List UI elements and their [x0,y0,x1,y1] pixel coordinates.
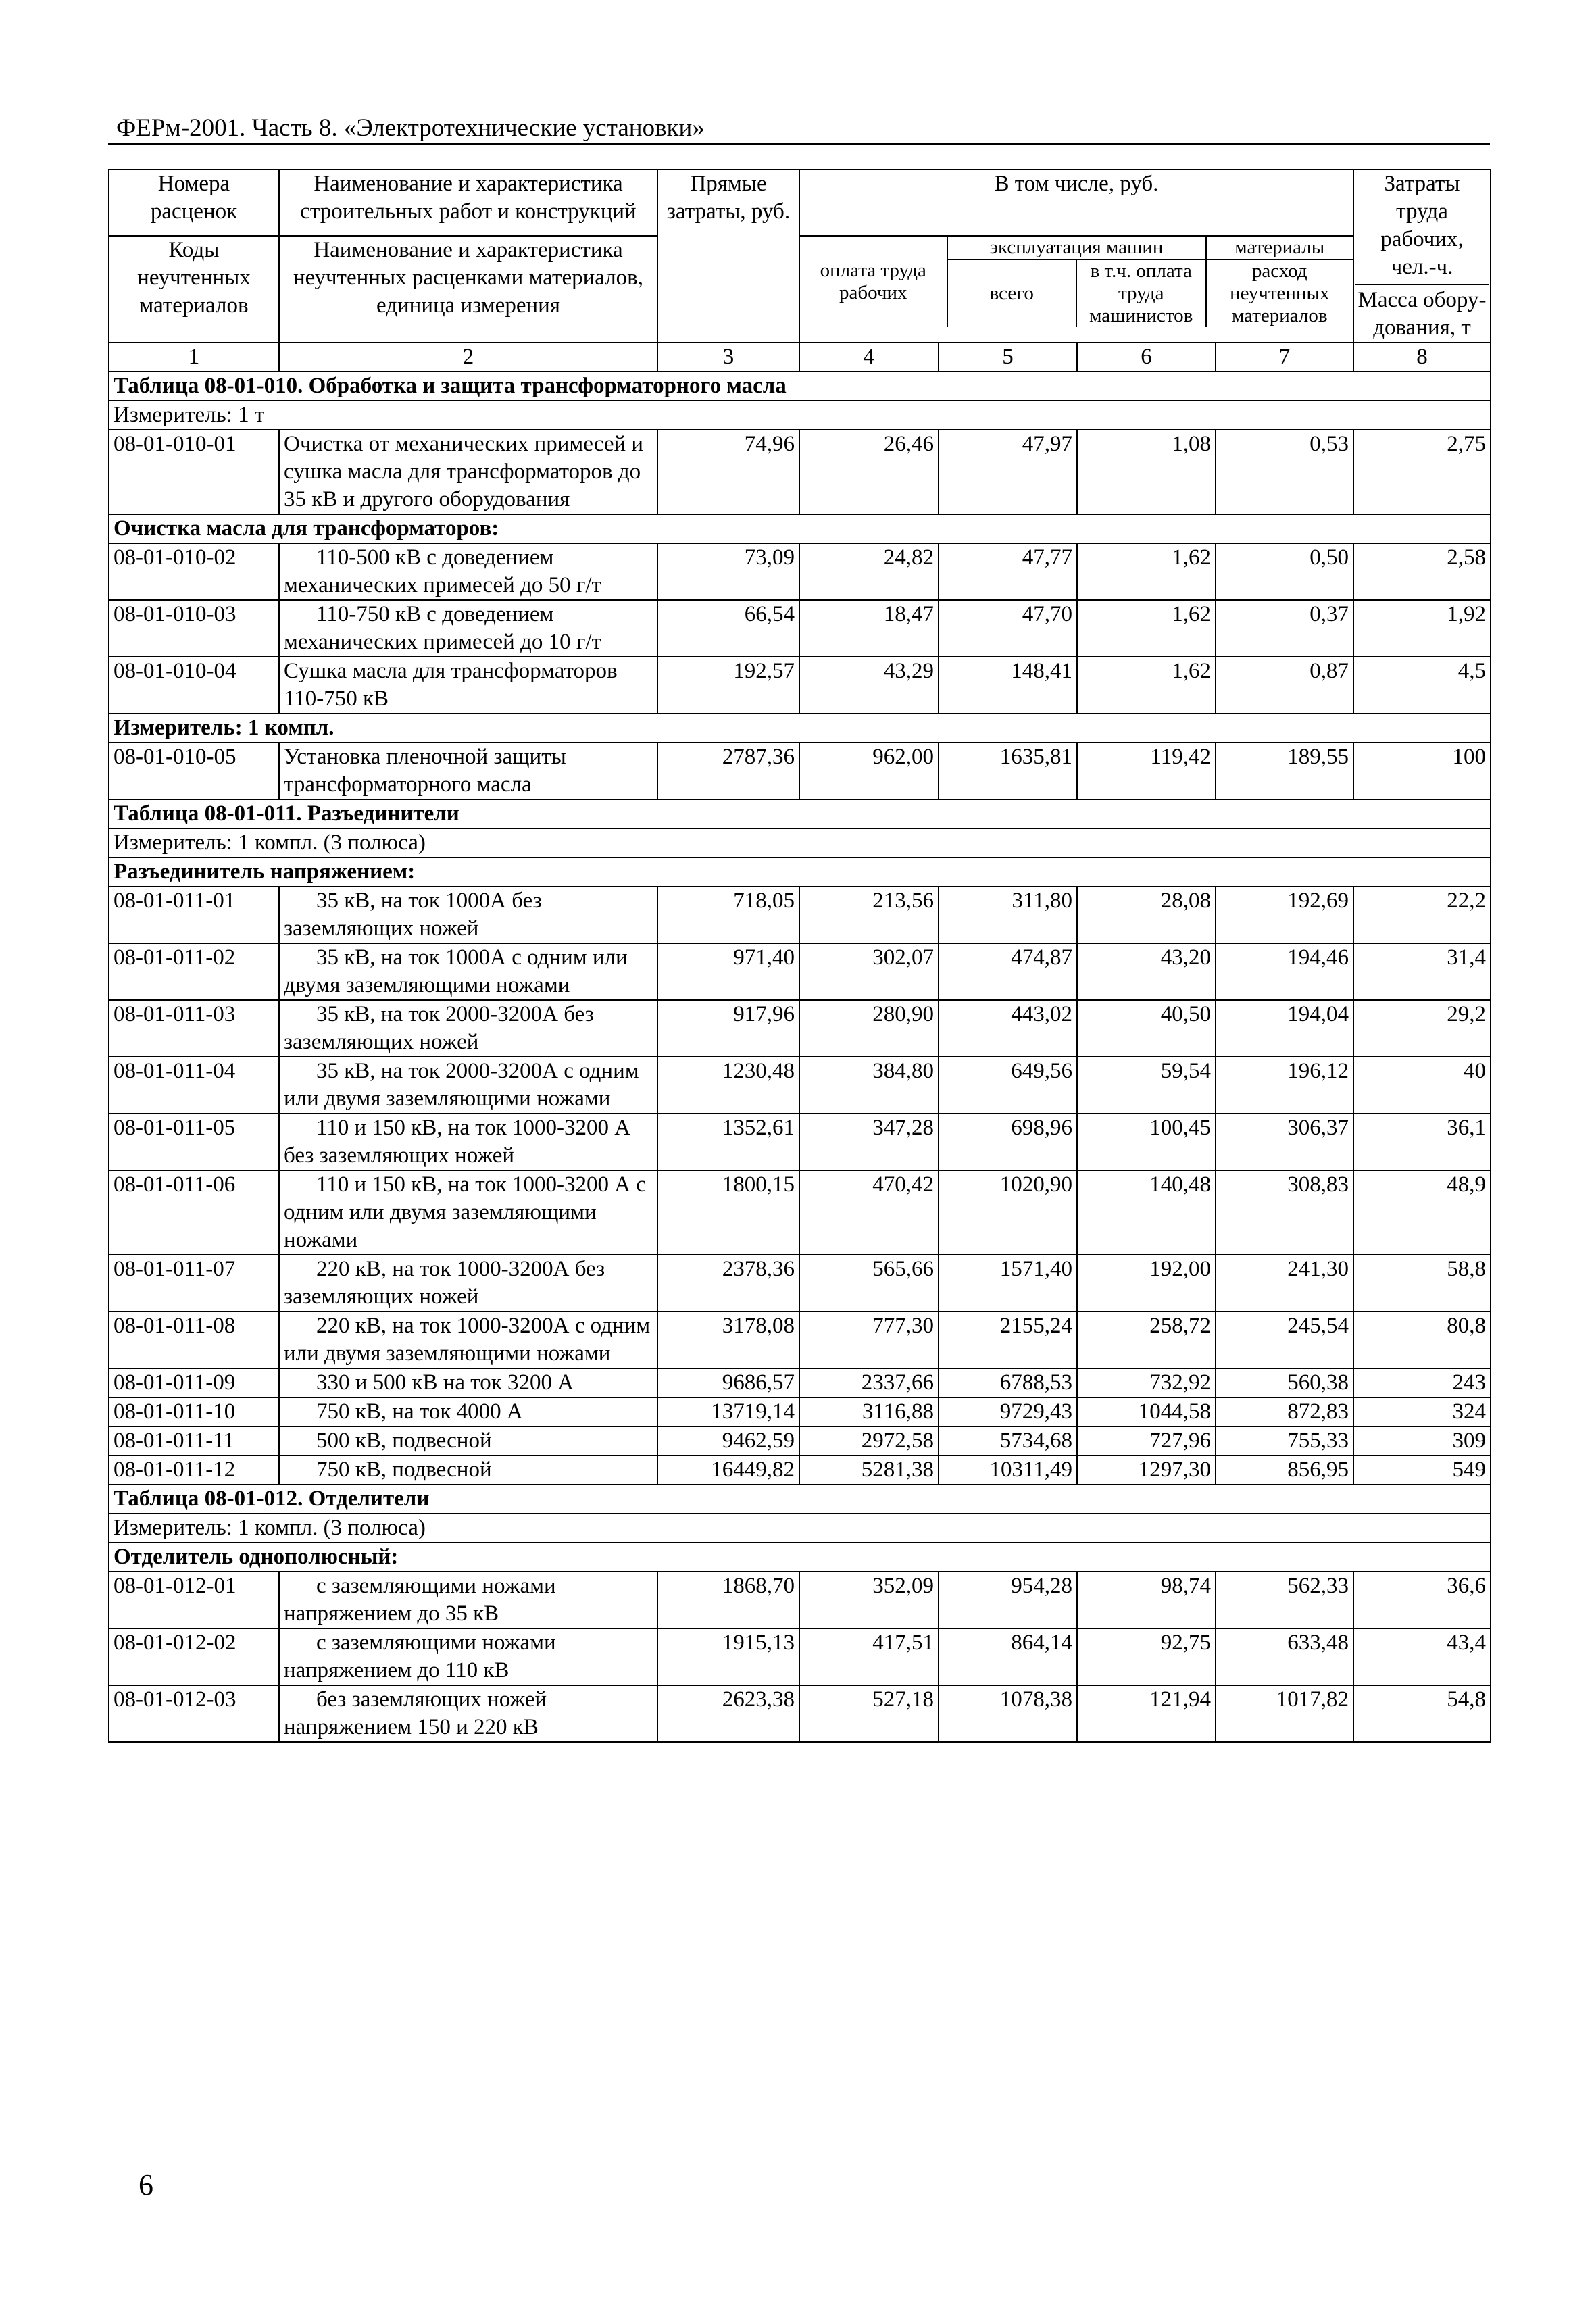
rate-code: 08-01-011-11 [109,1426,279,1455]
value-machine-total: 864,14 [939,1628,1077,1685]
table-unit-row [109,401,1491,430]
header-rule [108,143,1490,145]
value-machine-total: 698,96 [939,1114,1077,1170]
value-machine-total: 6788,53 [939,1368,1077,1397]
value-machine-total: 47,70 [939,600,1077,657]
rate-name: 35 кВ, на ток 1000А без заземляющих ножей [279,887,657,943]
value-labor-pay: 43,29 [799,657,939,714]
col-incl-machinist-pay: в т.ч. оплата труда машинистов [1076,259,1206,327]
value-labor-hours: 31,4 [1353,943,1491,1000]
table-unit-row [109,828,1491,857]
table-row [109,1368,1491,1397]
group-row [109,1543,1491,1572]
col-name-materials: Наименование и характеристика неучтенных расценками материалов, единица измерения [279,236,657,343]
value-labor-hours: 54,8 [1353,1685,1491,1742]
rate-name: 110 и 150 кВ, на ток 1000-3200 А с одним или двумя заземляющими ножами [279,1170,657,1255]
value-direct-costs: 2378,36 [657,1255,799,1312]
table-row [109,1397,1491,1426]
col-index-4: 4 [799,343,939,372]
rate-code: 08-01-010-02 [109,543,279,600]
value-labor-hours: 80,8 [1353,1312,1491,1368]
table-row [109,1000,1491,1057]
rate-code: 08-01-010-05 [109,743,279,799]
value-labor-hours: 36,1 [1353,1114,1491,1170]
header-row-mid [109,236,1491,343]
value-labor-hours: 243 [1353,1368,1491,1397]
table-unit: Измеритель: 1 т [109,401,1491,430]
group-heading: Очистка масла для трансформаторов: [109,514,1491,543]
value-labor-pay: 2337,66 [799,1368,939,1397]
value-direct-costs: 9462,59 [657,1426,799,1455]
value-machinist-pay: 258,72 [1077,1312,1216,1368]
value-materials: 196,12 [1216,1057,1353,1114]
value-machine-total: 10311,49 [939,1455,1077,1485]
rate-code: 08-01-011-07 [109,1255,279,1312]
value-machine-total: 5734,68 [939,1426,1077,1455]
value-machinist-pay: 98,74 [1077,1572,1216,1628]
value-labor-hours: 4,5 [1353,657,1491,714]
value-machinist-pay: 140,48 [1077,1170,1216,1255]
value-materials: 306,37 [1216,1114,1353,1170]
value-direct-costs: 1868,70 [657,1572,799,1628]
value-labor-pay: 384,80 [799,1057,939,1114]
value-machinist-pay: 59,54 [1077,1057,1216,1114]
value-machinist-pay: 192,00 [1077,1255,1216,1312]
value-labor-pay: 962,00 [799,743,939,799]
value-machinist-pay: 43,20 [1077,943,1216,1000]
col-machine-operation: эксплуатация машин [947,237,1206,259]
table-row [109,1057,1491,1114]
table-title-row [109,799,1491,828]
value-machine-total: 47,77 [939,543,1077,600]
rate-name: с заземляющими ножами напряжением до 110 кВ [279,1628,657,1685]
value-direct-costs: 971,40 [657,943,799,1000]
value-labor-hours: 100 [1353,743,1491,799]
value-labor-hours: 40 [1353,1057,1491,1114]
rate-name: 750 кВ, на ток 4000 А [279,1397,657,1426]
value-machinist-pay: 732,92 [1077,1368,1216,1397]
value-materials: 0,53 [1216,430,1353,514]
rate-code: 08-01-011-10 [109,1397,279,1426]
value-materials: 1017,82 [1216,1685,1353,1742]
table-unit: Измеритель: 1 компл. (3 полюса) [109,828,1491,857]
value-labor-pay: 26,46 [799,430,939,514]
value-machine-total: 1020,90 [939,1170,1077,1255]
value-materials: 633,48 [1216,1628,1353,1685]
rate-name: Сушка масла для трансформаторов 110-750 кВ [279,657,657,714]
value-materials: 0,87 [1216,657,1353,714]
value-labor-pay: 417,51 [799,1628,939,1685]
value-materials: 245,54 [1216,1312,1353,1368]
col-index-1: 1 [109,343,279,372]
col-labor-costs-label: Затраты труда рабочих, чел.-ч. [1380,172,1464,279]
value-machine-total: 1571,40 [939,1255,1077,1312]
value-labor-pay: 352,09 [799,1572,939,1628]
value-labor-pay: 302,07 [799,943,939,1000]
col-index-7: 7 [1216,343,1353,372]
value-direct-costs: 1800,15 [657,1170,799,1255]
col-including: В том числе, руб. [799,170,1353,236]
value-machine-total: 474,87 [939,943,1077,1000]
value-labor-pay: 213,56 [799,887,939,943]
col-total: всего [947,259,1077,327]
value-labor-pay: 527,18 [799,1685,939,1742]
table-row [109,657,1491,714]
value-machine-total: 1635,81 [939,743,1077,799]
table-title: Таблица 08-01-011. Разъединители [109,799,1491,828]
value-direct-costs: 13719,14 [657,1397,799,1426]
value-direct-costs: 2623,38 [657,1685,799,1742]
rate-code: 08-01-012-01 [109,1572,279,1628]
value-materials: 194,04 [1216,1000,1353,1057]
value-labor-hours: 29,2 [1353,1000,1491,1057]
rate-code: 08-01-011-02 [109,943,279,1000]
rate-name: 35 кВ, на ток 2000-3200А без заземляющих ножей [279,1000,657,1057]
rate-name: 110-750 кВ с доведением механических примесей до 10 г/т [279,600,657,657]
table-row [109,1455,1491,1485]
value-direct-costs: 66,54 [657,600,799,657]
table-title-row [109,372,1491,401]
col-rate-numbers: Номера расценок [109,170,279,236]
value-materials: 192,69 [1216,887,1353,943]
table-row [109,1114,1491,1170]
col-equipment-mass: Масса обору-дования, т [1355,284,1489,342]
value-machine-total: 1078,38 [939,1685,1077,1742]
value-direct-costs: 9686,57 [657,1368,799,1397]
value-labor-hours: 2,58 [1353,543,1491,600]
value-direct-costs: 917,96 [657,1000,799,1057]
value-machine-total: 9729,43 [939,1397,1077,1426]
value-materials: 308,83 [1216,1170,1353,1255]
header-index-row [109,343,1491,372]
rate-name: с заземляющими ножами напряжением до 35 кВ [279,1572,657,1628]
value-machinist-pay: 1,62 [1077,657,1216,714]
col-index-6: 6 [1077,343,1216,372]
rate-name: 35 кВ, на ток 1000А с одним или двумя заземляющими ножами [279,943,657,1000]
value-labor-hours: 22,2 [1353,887,1491,943]
value-direct-costs: 192,57 [657,657,799,714]
value-direct-costs: 3178,08 [657,1312,799,1368]
value-machinist-pay: 100,45 [1077,1114,1216,1170]
table-row [109,1572,1491,1628]
group-row [109,857,1491,887]
col-materials: материалы [1206,237,1353,259]
rate-code: 08-01-012-02 [109,1628,279,1685]
value-materials: 0,50 [1216,543,1353,600]
rate-name: Очистка от механических примесей и сушка масла для трансформаторов до 35 кВ и другого оборудования [279,430,657,514]
value-machinist-pay: 119,42 [1077,743,1216,799]
rate-name: 110 и 150 кВ, на ток 1000-3200 А без заземляющих ножей [279,1114,657,1170]
rate-name: 500 кВ, подвесной [279,1426,657,1455]
value-labor-pay: 5281,38 [799,1455,939,1485]
value-machine-total: 443,02 [939,1000,1077,1057]
rate-code: 08-01-011-06 [109,1170,279,1255]
rates-table [108,169,1491,1743]
col-material-consumption: расход неучтенных материалов [1230,259,1330,326]
rate-name: 220 кВ, на ток 1000-3200А без заземляющих ножей [279,1255,657,1312]
table-row [109,1628,1491,1685]
value-machinist-pay: 40,50 [1077,1000,1216,1057]
value-direct-costs: 1352,61 [657,1114,799,1170]
table-row [109,1426,1491,1455]
value-machinist-pay: 1297,30 [1077,1455,1216,1485]
group-row [109,514,1491,543]
value-labor-hours: 58,8 [1353,1255,1491,1312]
value-materials: 562,33 [1216,1572,1353,1628]
col-index-5: 5 [939,343,1077,372]
rate-code: 08-01-012-03 [109,1685,279,1742]
value-labor-pay: 2972,58 [799,1426,939,1455]
value-machine-total: 2155,24 [939,1312,1077,1368]
value-machine-total: 148,41 [939,657,1077,714]
rate-name: Установка пленочной защиты трансформаторного масла [279,743,657,799]
table-row [109,1685,1491,1742]
table-unit: Измеритель: 1 компл. (3 полюса) [109,1514,1491,1543]
value-direct-costs: 2787,36 [657,743,799,799]
rate-code: 08-01-010-04 [109,657,279,714]
table-row [109,430,1491,514]
table-title: Таблица 08-01-010. Обработка и защита трансформаторного масла [109,372,1491,401]
table-row [109,943,1491,1000]
table-title: Таблица 08-01-012. Отделители [109,1485,1491,1514]
table-row [109,1170,1491,1255]
rate-name: 110-500 кВ с доведением механических примесей до 50 г/т [279,543,657,600]
value-labor-pay: 3116,88 [799,1397,939,1426]
rate-name: 750 кВ, подвесной [279,1455,657,1485]
value-materials: 872,83 [1216,1397,1353,1426]
value-machine-total: 649,56 [939,1057,1077,1114]
rate-code: 08-01-011-05 [109,1114,279,1170]
group-heading: Разъединитель напряжением: [109,857,1491,887]
rate-name: 220 кВ, на ток 1000-3200А с одним или двумя заземляющими ножами [279,1312,657,1368]
subheader-cell [799,236,1353,343]
value-labor-pay: 280,90 [799,1000,939,1057]
value-machinist-pay: 1,62 [1077,600,1216,657]
value-machinist-pay: 121,94 [1077,1685,1216,1742]
value-materials: 0,37 [1216,600,1353,657]
value-machinist-pay: 1,08 [1077,430,1216,514]
table-row [109,1255,1491,1312]
value-machinist-pay: 1,62 [1077,543,1216,600]
value-labor-pay: 24,82 [799,543,939,600]
value-direct-costs: 1915,13 [657,1628,799,1685]
value-materials: 241,30 [1216,1255,1353,1312]
value-machine-total: 311,80 [939,887,1077,943]
group-heading: Отделитель однополюсный: [109,1543,1491,1572]
value-machine-total: 47,97 [939,430,1077,514]
value-machinist-pay: 727,96 [1077,1426,1216,1455]
rate-code: 08-01-011-03 [109,1000,279,1057]
rate-code: 08-01-011-04 [109,1057,279,1114]
value-labor-hours: 43,4 [1353,1628,1491,1685]
col-material-codes: Коды неучтенных материалов [109,236,279,343]
value-labor-hours: 549 [1353,1455,1491,1485]
col-direct-costs: Прямые затраты, руб. [657,170,799,343]
table-row [109,743,1491,799]
unit-heading: Измеритель: 1 компл. [109,714,1491,743]
col-index-3: 3 [657,343,799,372]
table-row [109,543,1491,600]
value-materials: 194,46 [1216,943,1353,1000]
table-unit-row [109,1514,1491,1543]
value-labor-hours: 324 [1353,1397,1491,1426]
rate-code: 08-01-011-09 [109,1368,279,1397]
col-index-2: 2 [279,343,657,372]
table-row [109,887,1491,943]
rate-name: 35 кВ, на ток 2000-3200А с одним или двумя заземляющими ножами [279,1057,657,1114]
value-machine-total: 954,28 [939,1572,1077,1628]
value-machinist-pay: 1044,58 [1077,1397,1216,1426]
col-labor-pay: оплата труда рабочих [800,237,947,327]
page-number: 6 [139,2168,153,2201]
rate-code: 08-01-010-03 [109,600,279,657]
page-header: ФЕРм-2001. Часть 8. «Электротехнические установки» [116,114,705,142]
rate-name: 330 и 500 кВ на ток 3200 А [279,1368,657,1397]
value-labor-hours: 309 [1353,1426,1491,1455]
table-row [109,1312,1491,1368]
col-index-8: 8 [1353,343,1491,372]
col-labor-costs [1353,170,1491,343]
value-materials: 189,55 [1216,743,1353,799]
group-row [109,714,1491,743]
value-materials: 755,33 [1216,1426,1353,1455]
value-labor-hours: 1,92 [1353,600,1491,657]
value-direct-costs: 1230,48 [657,1057,799,1114]
value-labor-pay: 347,28 [799,1114,939,1170]
value-labor-pay: 777,30 [799,1312,939,1368]
header-row-top [109,170,1491,236]
rate-name: без заземляющих ножей напряжением 150 и 220 кВ [279,1685,657,1742]
value-labor-pay: 470,42 [799,1170,939,1255]
value-direct-costs: 718,05 [657,887,799,943]
value-machinist-pay: 28,08 [1077,887,1216,943]
value-labor-hours: 36,6 [1353,1572,1491,1628]
rate-code: 08-01-011-12 [109,1455,279,1485]
value-materials: 856,95 [1216,1455,1353,1485]
rate-code: 08-01-010-01 [109,430,279,514]
rate-code: 08-01-011-01 [109,887,279,943]
value-labor-hours: 2,75 [1353,430,1491,514]
rate-code: 08-01-011-08 [109,1312,279,1368]
value-machinist-pay: 92,75 [1077,1628,1216,1685]
value-materials: 560,38 [1216,1368,1353,1397]
value-direct-costs: 73,09 [657,543,799,600]
value-direct-costs: 16449,82 [657,1455,799,1485]
value-labor-hours: 48,9 [1353,1170,1491,1255]
table-row [109,600,1491,657]
col-name-works: Наименование и характеристика строительных работ и конструкций [279,170,657,236]
value-labor-pay: 18,47 [799,600,939,657]
table-title-row [109,1485,1491,1514]
value-labor-pay: 565,66 [799,1255,939,1312]
value-direct-costs: 74,96 [657,430,799,514]
